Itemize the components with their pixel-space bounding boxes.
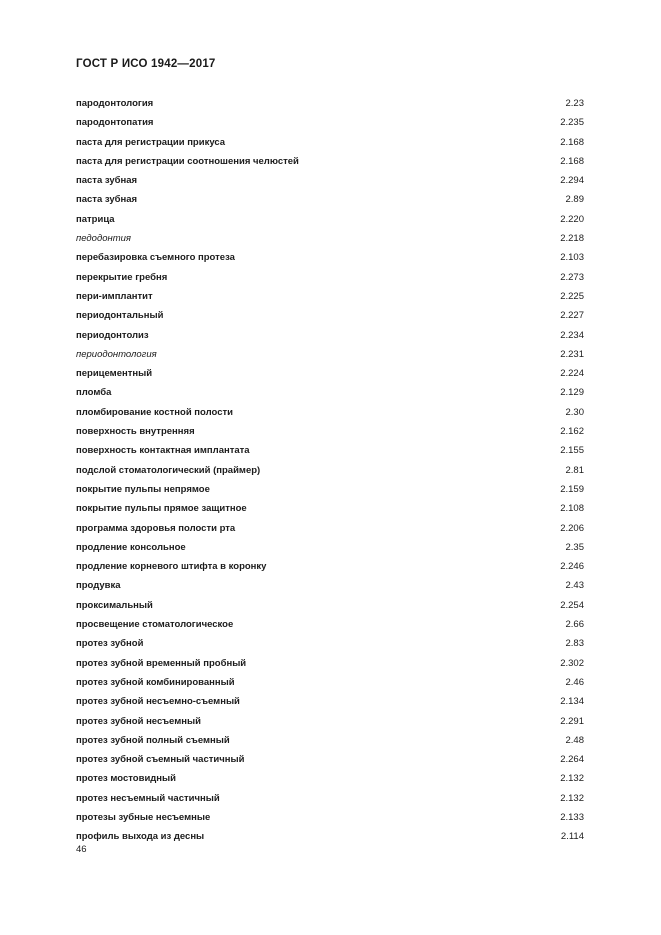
index-entry xyxy=(76,519,584,538)
index-entry-term: поверхность контактная имплантата xyxy=(76,445,250,457)
index-entry xyxy=(76,133,584,152)
index-entry xyxy=(76,113,584,132)
index-entry xyxy=(76,383,584,402)
index-entry-term: протез зубной несъемный xyxy=(76,715,201,727)
index-entry-number: 2.218 xyxy=(560,233,584,245)
index-entry-term: перебазировка съемного протеза xyxy=(76,252,235,264)
index-entry-number: 2.264 xyxy=(560,754,584,766)
index-entry xyxy=(76,480,584,499)
index-entry-term: пломба xyxy=(76,387,112,399)
index-entry-number: 2.129 xyxy=(560,387,584,399)
index-entry-number: 2.108 xyxy=(560,503,584,515)
index-entry-term: поверхность внутренняя xyxy=(76,426,195,438)
index-entry xyxy=(76,808,584,827)
index-entry xyxy=(76,210,584,229)
index-entry xyxy=(76,171,584,190)
index-entry-term: протез мостовидный xyxy=(76,773,177,785)
index-entry-term: периодонтолиз xyxy=(76,329,149,341)
index-entry-number: 2.168 xyxy=(560,136,584,148)
index-entry xyxy=(76,673,584,692)
index-entry-number: 2.35 xyxy=(565,541,584,553)
index-entry-number: 2.66 xyxy=(565,619,584,631)
page-header: ГОСТ Р ИСО 1942—2017 xyxy=(76,58,216,70)
index-entry-term: патрица xyxy=(76,213,115,225)
index-entry-number: 2.273 xyxy=(560,271,584,283)
index-entry-list xyxy=(76,94,584,847)
page-number: 46 xyxy=(76,844,87,855)
index-entry-term: пери-имплантит xyxy=(76,290,153,302)
index-entry-term: продление корневого штифта в коронку xyxy=(76,561,267,573)
index-entry xyxy=(76,789,584,808)
index-entry xyxy=(76,345,584,364)
index-entry-number: 2.294 xyxy=(560,175,584,187)
index-entry-term: паста для регистрации прикуса xyxy=(76,136,226,148)
index-entry xyxy=(76,326,584,345)
index-entry-number: 2.225 xyxy=(560,290,584,302)
index-entry-number: 2.162 xyxy=(560,426,584,438)
index-entry-number: 2.159 xyxy=(560,483,584,495)
index-entry xyxy=(76,306,584,325)
index-entry xyxy=(76,190,584,209)
index-entry-number: 2.132 xyxy=(560,792,584,804)
index-entry-term: продление консольное xyxy=(76,541,186,553)
index-entry xyxy=(76,576,584,595)
index-entry-term: периодонтология xyxy=(76,348,157,360)
index-entry xyxy=(76,731,584,750)
index-entry-term: профиль выхода из десны xyxy=(76,831,205,843)
index-entry-number: 2.83 xyxy=(565,638,584,650)
index-entry xyxy=(76,634,584,653)
index-entry-number: 2.132 xyxy=(560,773,584,785)
index-entry xyxy=(76,596,584,615)
index-entry-term: перекрытие гребня xyxy=(76,271,168,283)
index-entry-number: 2.81 xyxy=(565,464,584,476)
index-entry-number: 2.168 xyxy=(560,155,584,167)
index-entry-term: пародонтология xyxy=(76,98,154,109)
index-entry-number: 2.291 xyxy=(560,715,584,727)
index-entry xyxy=(76,268,584,287)
index-entry-term: паста для регистрации соотношения челюстей xyxy=(76,155,299,167)
index-entry-term: протез зубной несъемно-съемный xyxy=(76,696,240,708)
index-entry xyxy=(76,557,584,576)
index-entry-number: 2.23 xyxy=(565,98,584,109)
index-entry xyxy=(76,712,584,731)
index-entry-term: покрытие пульпы прямое защитное xyxy=(76,503,247,515)
index-entry-number: 2.114 xyxy=(560,831,584,843)
index-entry-number: 2.254 xyxy=(560,599,584,611)
index-entry xyxy=(76,441,584,460)
index-entry-number: 2.246 xyxy=(560,561,584,573)
index-entry-term: проксимальный xyxy=(76,599,153,611)
index-entry-term: пародонтопатия xyxy=(76,117,154,129)
index-entry-term: протез несъемный частичный xyxy=(76,792,220,804)
index-entry xyxy=(76,152,584,171)
index-entry-number: 2.227 xyxy=(560,310,584,322)
index-entry xyxy=(76,827,584,846)
index-entry xyxy=(76,692,584,711)
index-entry-term: просвещение стоматологическое xyxy=(76,619,234,631)
index-entry xyxy=(76,538,584,557)
index-entry-number: 2.302 xyxy=(560,657,584,669)
index-entry xyxy=(76,769,584,788)
index-entry xyxy=(76,499,584,518)
index-entry-number: 2.224 xyxy=(560,368,584,380)
index-entry-term: покрытие пульпы непрямое xyxy=(76,483,210,495)
index-entry-term: периодонтальный xyxy=(76,310,164,322)
index-entry-number: 2.133 xyxy=(560,811,584,823)
index-entry-term: программа здоровья полости рта xyxy=(76,522,236,534)
index-entry-term: протез зубной комбинированный xyxy=(76,676,235,688)
index-entry-number: 2.46 xyxy=(565,676,584,688)
index-entry xyxy=(76,615,584,634)
index-entry xyxy=(76,461,584,480)
index-entry xyxy=(76,750,584,769)
index-entry-term: перицементный xyxy=(76,368,153,380)
index-entry-number: 2.103 xyxy=(560,252,584,264)
index-entry xyxy=(76,229,584,248)
index-entry-term: подслой стоматологический (праймер) xyxy=(76,464,261,476)
index-entry-number: 2.89 xyxy=(565,194,584,206)
index-entry-term: паста зубная xyxy=(76,194,138,206)
index-entry xyxy=(76,248,584,267)
index-entry xyxy=(76,422,584,441)
index-entry-number: 2.234 xyxy=(560,329,584,341)
index-entry xyxy=(76,654,584,673)
index-entry-number: 2.48 xyxy=(565,734,584,746)
index-entry xyxy=(76,287,584,306)
index-entry-number: 2.235 xyxy=(560,117,584,129)
index-entry-term: педодонтия xyxy=(76,233,131,245)
index-entry-term: протез зубной полный съемный xyxy=(76,734,230,746)
index-entry xyxy=(76,364,584,383)
index-entry-term: пломбирование костной полости xyxy=(76,406,233,418)
index-entry-term: продувка xyxy=(76,580,121,592)
index-entry-number: 2.206 xyxy=(560,522,584,534)
index-entry-term: протез зубной xyxy=(76,638,144,650)
index-entry xyxy=(76,94,584,113)
index-entry-number: 2.30 xyxy=(565,406,584,418)
index-entry-term: протез зубной съемный частичный xyxy=(76,754,245,766)
index-entry-number: 2.43 xyxy=(565,580,584,592)
index-entry-number: 2.134 xyxy=(560,696,584,708)
index-entry-term: протезы зубные несъемные xyxy=(76,811,211,823)
index-entry-term: протез зубной временный пробный xyxy=(76,657,247,669)
index-entry-number: 2.231 xyxy=(560,348,584,360)
index-entry xyxy=(76,403,584,422)
index-entry-term: паста зубная xyxy=(76,175,138,187)
index-entry-number: 2.155 xyxy=(560,445,584,457)
index-entry-number: 2.220 xyxy=(560,213,584,225)
